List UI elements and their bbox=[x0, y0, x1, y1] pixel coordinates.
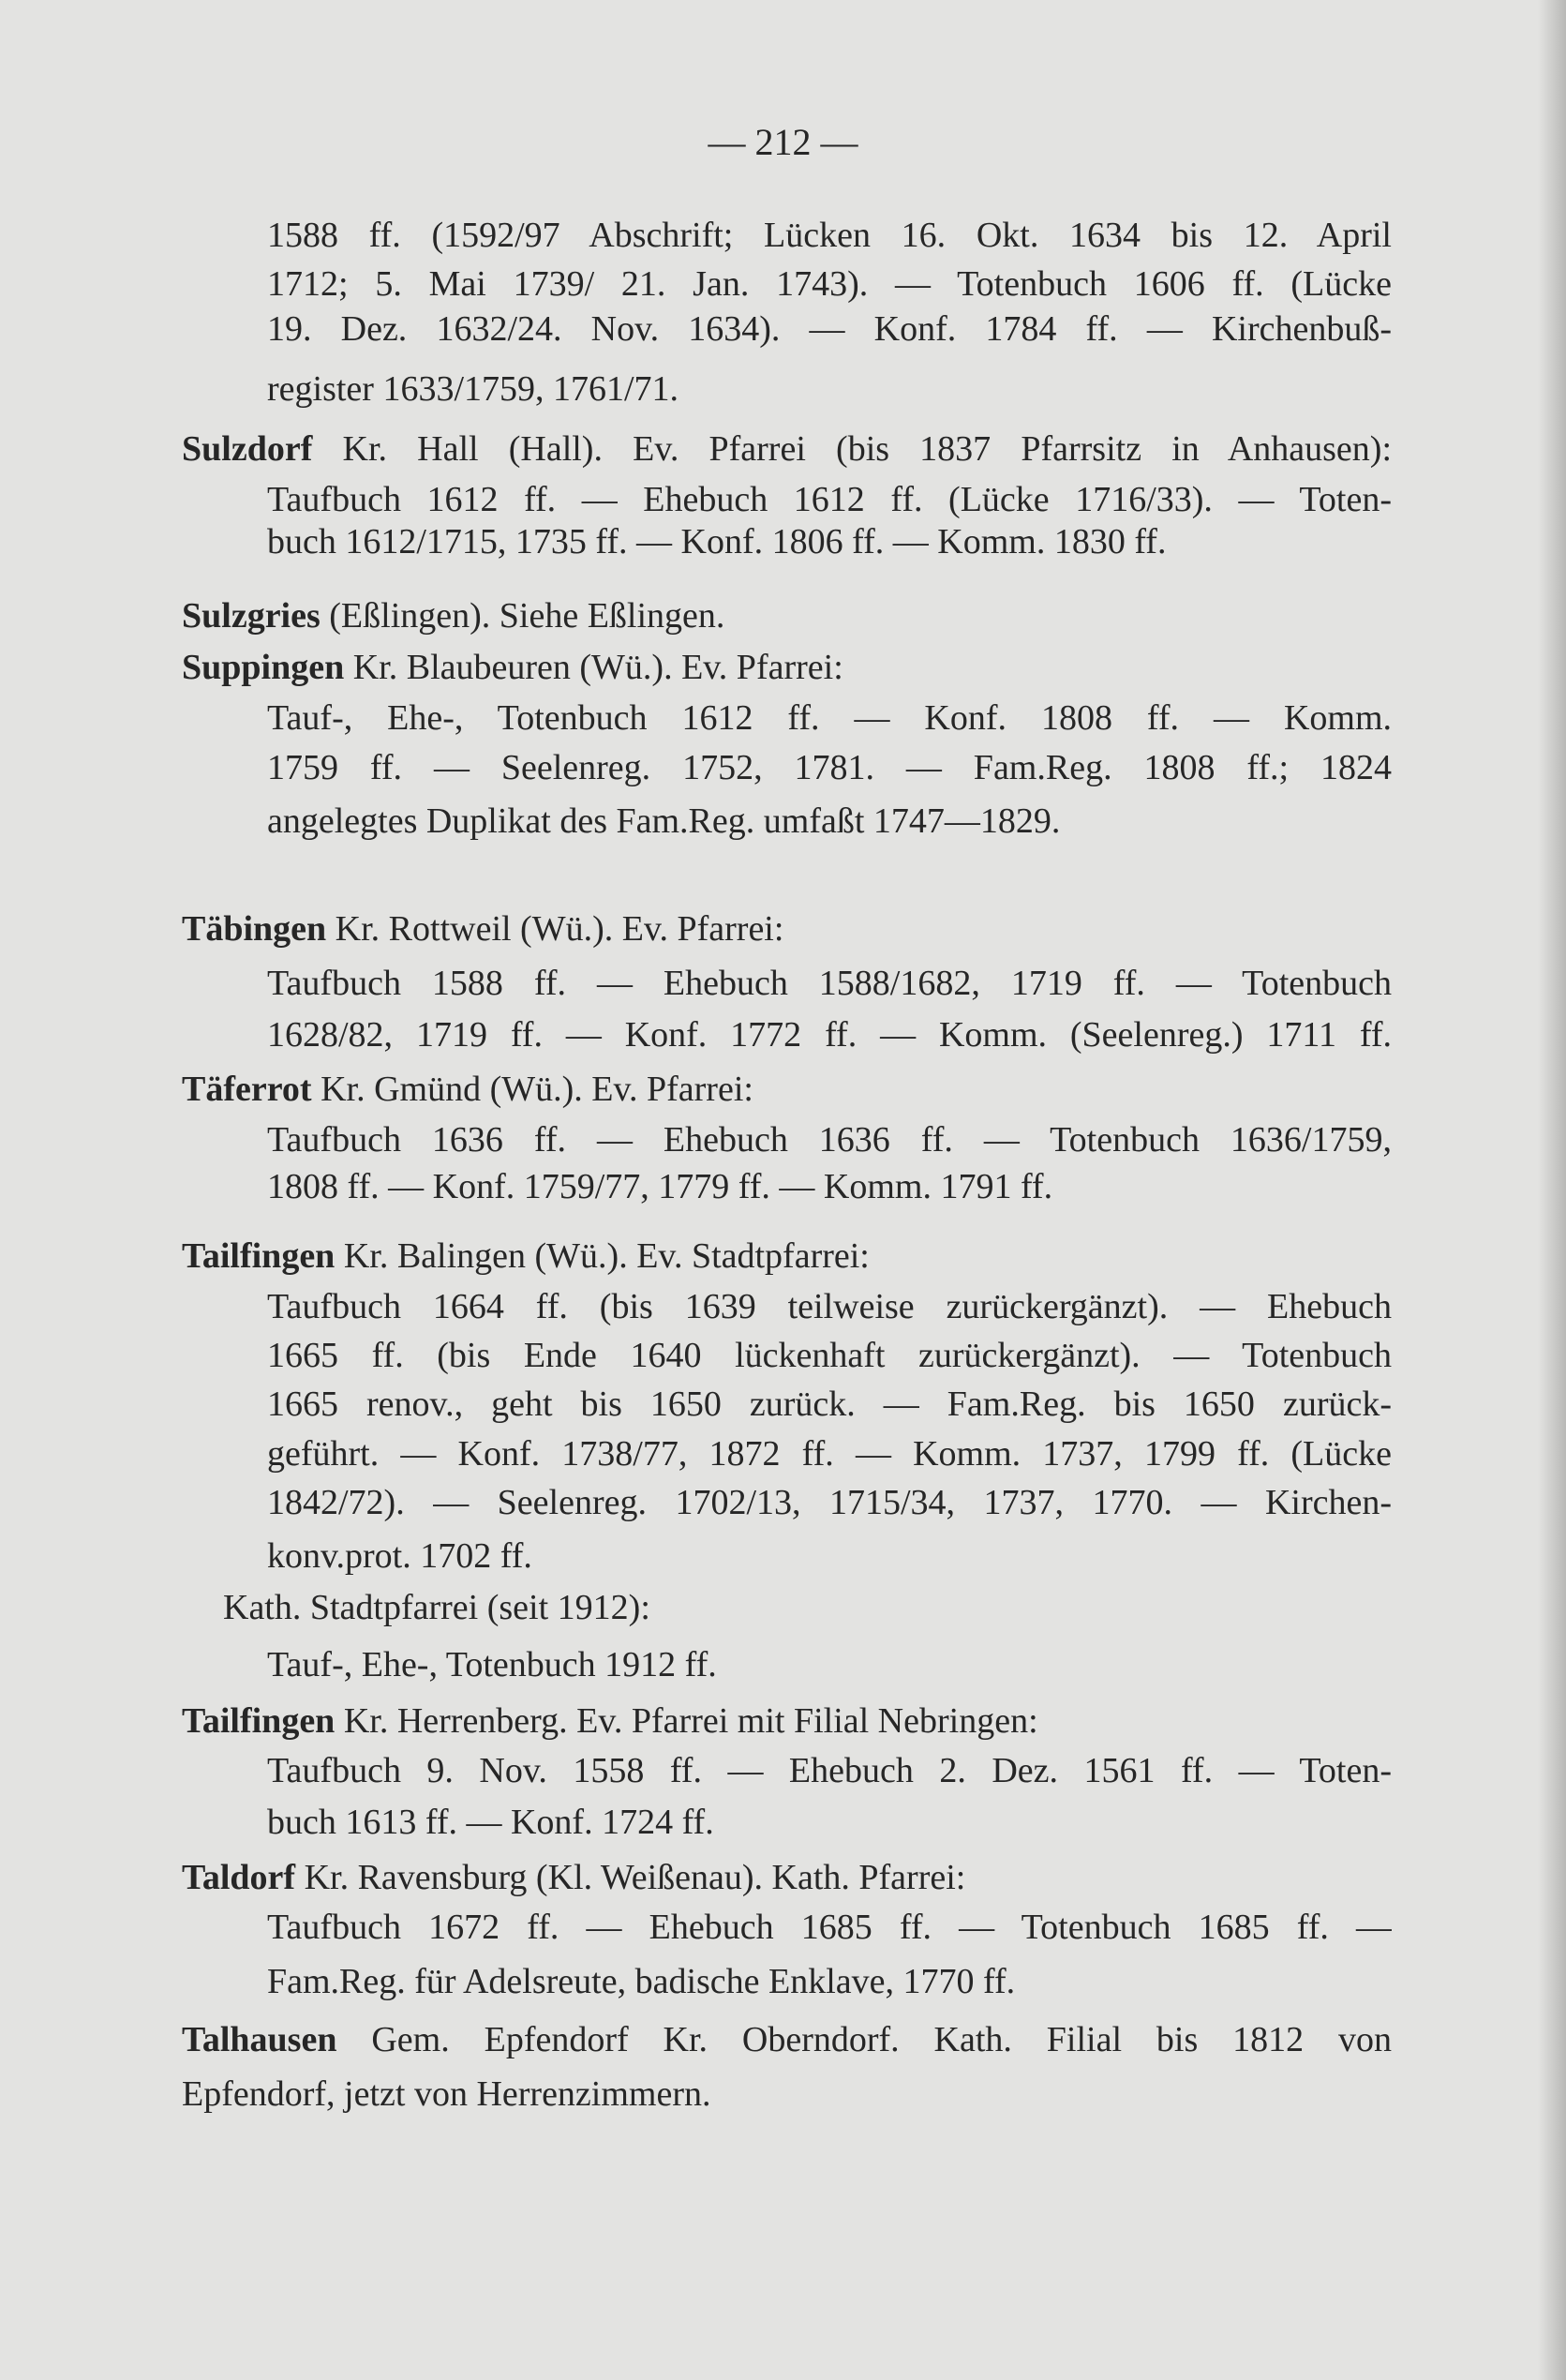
text-line bbox=[267, 1959, 1015, 2004]
line-text: Taufbuch 1672 ff. — Ehebuch 1685 ff. — Totenbuch 1685 ff. — bbox=[267, 1908, 1392, 1947]
text-line bbox=[267, 307, 1392, 352]
line-text: Epfendorf, jetzt von Herrenzimmern. bbox=[182, 2074, 711, 2114]
text-line bbox=[267, 1012, 1392, 1057]
line-text: Kr. Blaubeuren (Wü.). Ev. Pfarrei: bbox=[344, 648, 843, 687]
entry-headword: Sulzdorf bbox=[182, 429, 313, 469]
line-text: Kr. Hall (Hall). Ev. Pfarrei (bis 1837 Pfarrsitz in Anhausen): bbox=[312, 429, 1392, 469]
text-line bbox=[267, 1534, 532, 1579]
entry-line bbox=[182, 1855, 965, 1900]
entry-headword: Taldorf bbox=[182, 1858, 296, 1897]
text-line bbox=[267, 1164, 1052, 1209]
entry-headword: Täbingen bbox=[182, 909, 327, 949]
line-text: 1628/82, 1719 ff. — Konf. 1772 ff. — Komm. (Seelenreg.) 1711 ff. bbox=[267, 1015, 1392, 1055]
line-text: Kath. Stadtpfarrei (seit 1912): bbox=[223, 1588, 650, 1627]
entry-line bbox=[182, 645, 843, 690]
page-edge-shadow bbox=[1538, 0, 1566, 2380]
line-text: Kr. Ravensburg (Kl. Weißenau). Kath. Pfarrei: bbox=[295, 1858, 966, 1897]
line-text: Kr. Gmünd (Wü.). Ev. Pfarrei: bbox=[311, 1070, 753, 1109]
text-line bbox=[267, 262, 1392, 307]
text-line bbox=[267, 799, 1060, 844]
line-text: Tauf-, Ehe-, Totenbuch 1612 ff. — Konf. 1808 ff. — Komm. bbox=[267, 698, 1392, 738]
line-text: (Eßlingen). Siehe Eßlingen. bbox=[320, 596, 725, 636]
text-line bbox=[182, 2072, 711, 2117]
text-line bbox=[267, 696, 1392, 741]
text-line bbox=[267, 1905, 1392, 1950]
line-text: geführt. — Konf. 1738/77, 1872 ff. — Komm. 1737, 1799 ff. (Lücke bbox=[267, 1434, 1392, 1474]
text-line bbox=[267, 1333, 1392, 1378]
line-text: buch 1613 ff. — Konf. 1724 ff. bbox=[267, 1803, 714, 1842]
page-number: — 212 — bbox=[708, 121, 858, 163]
line-text: Taufbuch 1636 ff. — Ehebuch 1636 ff. — Totenbuch 1636/1759, bbox=[267, 1120, 1392, 1160]
line-text: 1808 ff. — Konf. 1759/77, 1779 ff. — Komm. 1791 ff. bbox=[267, 1167, 1053, 1206]
entry-headword: Suppingen bbox=[182, 648, 345, 687]
text-line bbox=[223, 1585, 650, 1630]
line-text: 1665 renov., geht bis 1650 zurück. — Fam.Reg. bis 1650 zurück- bbox=[267, 1385, 1392, 1424]
line-text: Kr. Rottweil (Wü.). Ev. Pfarrei: bbox=[326, 909, 784, 949]
entry-line bbox=[182, 427, 1392, 472]
text-line bbox=[267, 477, 1392, 522]
text-line bbox=[267, 1382, 1392, 1427]
entry-headword: Sulzgries bbox=[182, 596, 321, 636]
line-text: Tauf-, Ehe-, Totenbuch 1912 ff. bbox=[267, 1645, 717, 1684]
line-text: register 1633/1759, 1761/71. bbox=[267, 369, 679, 409]
line-text: Taufbuch 1588 ff. — Ehebuch 1588/1682, 1719 ff. — Totenbuch bbox=[267, 964, 1392, 1003]
text-line bbox=[267, 1480, 1392, 1525]
line-text: Fam.Reg. für Adelsreute, badische Enklave, 1770 ff. bbox=[267, 1962, 1016, 2001]
entry-line bbox=[182, 2017, 1392, 2062]
entry-line bbox=[182, 1234, 870, 1279]
line-text: 1842/72). — Seelenreg. 1702/13, 1715/34, 1737, 1770. — Kirchen- bbox=[267, 1483, 1392, 1522]
line-text: 1712; 5. Mai 1739/ 21. Jan. 1743). — Totenbuch 1606 ff. (Lücke bbox=[267, 264, 1392, 304]
text-line bbox=[267, 1642, 717, 1687]
entry-headword: Talhausen bbox=[182, 2020, 337, 2059]
text-line bbox=[267, 745, 1392, 790]
entry-line bbox=[182, 1699, 1038, 1744]
text-line bbox=[267, 1117, 1392, 1162]
line-text: 19. Dez. 1632/24. Nov. 1634). — Konf. 1784 ff. — Kirchenbuß- bbox=[267, 309, 1392, 349]
text-line bbox=[267, 1800, 714, 1845]
entry-headword: Täferrot bbox=[182, 1070, 312, 1109]
line-text: Kr. Herrenberg. Ev. Pfarrei mit Filial Nebringen: bbox=[335, 1701, 1038, 1741]
line-text: konv.prot. 1702 ff. bbox=[267, 1536, 532, 1576]
line-text: buch 1612/1715, 1735 ff. — Konf. 1806 ff. — Komm. 1830 ff. bbox=[267, 522, 1167, 561]
entry-line bbox=[182, 1067, 753, 1112]
entry-headword: Tailfingen bbox=[182, 1236, 336, 1276]
entry-headword: Tailfingen bbox=[182, 1701, 336, 1741]
line-text: 1665 ff. (bis Ende 1640 lückenhaft zurückergänzt). — Totenbuch bbox=[267, 1336, 1392, 1375]
text-line bbox=[267, 519, 1166, 564]
text-line bbox=[267, 1431, 1392, 1476]
line-text: Taufbuch 1612 ff. — Ehebuch 1612 ff. (Lücke 1716/33). — Toten- bbox=[267, 480, 1392, 519]
entry-line bbox=[182, 906, 783, 951]
line-text: 1588 ff. (1592/97 Abschrift; Lücken 16. Okt. 1634 bis 12. April bbox=[267, 216, 1392, 255]
line-text: Taufbuch 9. Nov. 1558 ff. — Ehebuch 2. Dez. 1561 ff. — Toten- bbox=[267, 1751, 1392, 1790]
line-text: Kr. Balingen (Wü.). Ev. Stadtpfarrei: bbox=[335, 1236, 870, 1276]
line-text: Gem. Epfendorf Kr. Oberndorf. Kath. Filial bis 1812 von bbox=[336, 2020, 1392, 2059]
line-text: angelegtes Duplikat des Fam.Reg. umfaßt 1747—1829. bbox=[267, 801, 1061, 841]
text-line bbox=[267, 367, 679, 412]
text-line bbox=[267, 1284, 1392, 1329]
text-line bbox=[267, 961, 1392, 1006]
line-text: 1759 ff. — Seelenreg. 1752, 1781. — Fam.Reg. 1808 ff.; 1824 bbox=[267, 748, 1392, 787]
entry-line bbox=[182, 593, 724, 638]
line-text: Taufbuch 1664 ff. (bis 1639 teilweise zurückergänzt). — Ehebuch bbox=[267, 1287, 1392, 1326]
text-line bbox=[267, 1748, 1392, 1793]
text-line bbox=[267, 213, 1392, 258]
